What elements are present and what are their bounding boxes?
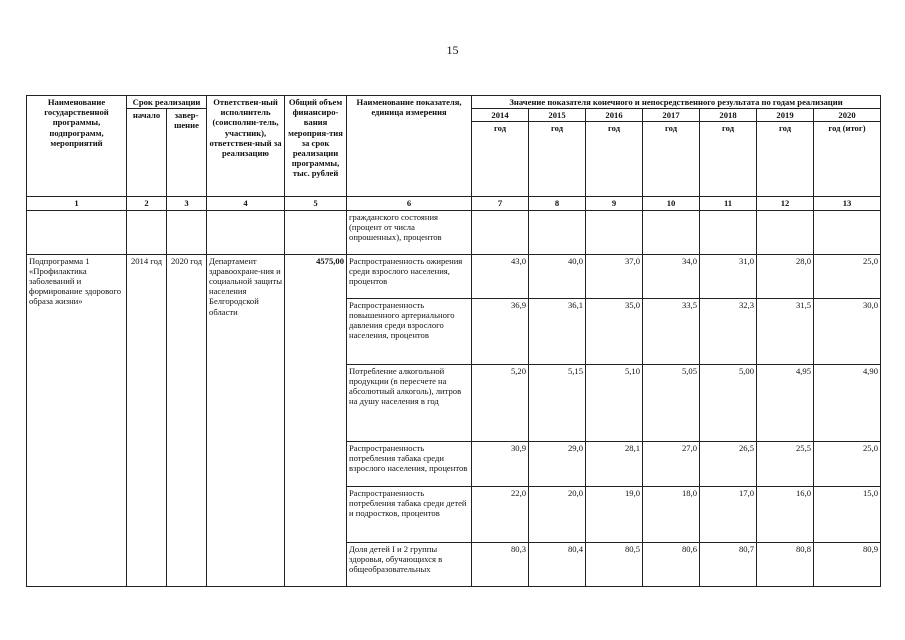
value-cell: 18,0 <box>643 486 700 542</box>
column-number: 5 <box>285 197 347 210</box>
page-number: 15 <box>446 43 459 57</box>
column-number: 3 <box>167 197 207 210</box>
value-cell: 20,0 <box>529 486 586 542</box>
value-cell: 5,15 <box>529 364 586 441</box>
header-year: 2017 <box>643 109 700 122</box>
value-cell: 5,20 <box>472 364 529 441</box>
indicator-cell: Распространенность потребления табака среди взрослого населения, процентов <box>347 441 472 486</box>
header-year-word: год <box>700 122 757 197</box>
value-cell: 22,0 <box>472 486 529 542</box>
value-cell: 4,95 <box>757 364 814 441</box>
header-financing: Общий объем финансиро-вания мероприя-тия за срок реализации программы, тыс. рублей <box>285 96 347 197</box>
value-cell: 5,10 <box>586 364 643 441</box>
header-year-word: год <box>643 122 700 197</box>
value-cell: 25,5 <box>757 441 814 486</box>
value-cell: 4,90 <box>814 364 881 441</box>
value-cell: 19,0 <box>586 486 643 542</box>
value-cell: 17,0 <box>700 486 757 542</box>
value-cell: 27,0 <box>643 441 700 486</box>
indicator-cell: Распространенность ожирения среди взрослого населения, процентов <box>347 254 472 298</box>
subprogram-end: 2020 год <box>167 254 207 586</box>
subprogram-financing: 4575,00 <box>285 254 347 586</box>
column-number-row <box>27 197 881 210</box>
value-cell: 37,0 <box>586 254 643 298</box>
header-indicator: Наименование показателя, единица измерения <box>347 96 472 197</box>
value-cell: 5,05 <box>643 364 700 441</box>
indicator-cell: Доля детей I и 2 группы здоровья, обучающихся в общеобразовательных <box>347 542 472 586</box>
value-cell: 34,0 <box>643 254 700 298</box>
column-number: 10 <box>643 197 700 210</box>
header-end: завер-шение <box>167 109 207 197</box>
header-year-word: год <box>586 122 643 197</box>
column-number: 11 <box>700 197 757 210</box>
header-executor: Ответствен-ный исполнитель (соисполни-тель, участник), ответствен-ный за реализацию <box>207 96 285 197</box>
value-cell: 35,0 <box>586 298 643 364</box>
indicator-cell: Распространенность потребления табака среди детей и подростков, процентов <box>347 486 472 542</box>
table-row <box>27 254 881 298</box>
header-year-last: год (итог) <box>814 122 881 197</box>
column-number: 1 <box>27 197 127 210</box>
indicator-table <box>26 95 881 587</box>
value-cell: 43,0 <box>472 254 529 298</box>
subprogram-start: 2014 год <box>127 254 167 586</box>
value-cell: 25,0 <box>814 254 881 298</box>
value-cell: 80,7 <box>700 542 757 586</box>
header-year-word: год <box>529 122 586 197</box>
value-cell: 30,9 <box>472 441 529 486</box>
value-cell: 40,0 <box>529 254 586 298</box>
header-values-group: Значение показателя конечного и непосредственного результата по годам реализации <box>472 96 881 109</box>
column-number: 12 <box>757 197 814 210</box>
indicator-cell: Потребление алкогольной продукции (в пересчете на абсолютный алкоголь), литров на душу населения в год <box>347 364 472 441</box>
value-cell: 33,5 <box>643 298 700 364</box>
value-cell: 26,5 <box>700 441 757 486</box>
value-cell: 80,9 <box>814 542 881 586</box>
header-year: 2020 <box>814 109 881 122</box>
header-year: 2019 <box>757 109 814 122</box>
value-cell: 28,0 <box>757 254 814 298</box>
header-program: Наименование государственной программы, подпрограмм, мероприятий <box>27 96 127 197</box>
value-cell: 30,0 <box>814 298 881 364</box>
column-number: 2 <box>127 197 167 210</box>
header-start: начало <box>127 109 167 197</box>
header-year: 2018 <box>700 109 757 122</box>
value-cell: 16,0 <box>757 486 814 542</box>
subprogram-executor: Департамент здравоохране-ния и социальной защиты населения Белгородской области <box>207 254 285 586</box>
header-year: 2016 <box>586 109 643 122</box>
header-row-1 <box>27 96 881 109</box>
column-number: 4 <box>207 197 285 210</box>
value-cell: 5,00 <box>700 364 757 441</box>
subprogram-name: Подпрограмма 1 «Профилактика заболеваний и формирование здорового образа жизни» <box>27 254 127 586</box>
value-cell: 28,1 <box>586 441 643 486</box>
value-cell: 80,5 <box>586 542 643 586</box>
value-cell: 36,9 <box>472 298 529 364</box>
value-cell: 31,0 <box>700 254 757 298</box>
column-number: 9 <box>586 197 643 210</box>
value-cell: 80,8 <box>757 542 814 586</box>
header-year-word: год <box>757 122 814 197</box>
value-cell: 80,6 <box>643 542 700 586</box>
value-cell: 25,0 <box>814 441 881 486</box>
column-number: 7 <box>472 197 529 210</box>
header-year-word: год <box>472 122 529 197</box>
value-cell: 29,0 <box>529 441 586 486</box>
header-period: Срок реализации <box>127 96 207 109</box>
value-cell: 15,0 <box>814 486 881 542</box>
value-cell: 80,4 <box>529 542 586 586</box>
value-cell: 80,3 <box>472 542 529 586</box>
column-number: 6 <box>347 197 472 210</box>
table-row <box>27 210 881 254</box>
indicator-cell: Распространенность повышенного артериального давления среди взрослого населения, процентов <box>347 298 472 364</box>
header-year: 2015 <box>529 109 586 122</box>
column-number: 13 <box>814 197 881 210</box>
value-cell: 36,1 <box>529 298 586 364</box>
indicator-cell: гражданского состояния (процент от числа опрошенных), процентов <box>347 210 472 254</box>
column-number: 8 <box>529 197 586 210</box>
value-cell: 32,3 <box>700 298 757 364</box>
header-year: 2014 <box>472 109 529 122</box>
value-cell: 31,5 <box>757 298 814 364</box>
